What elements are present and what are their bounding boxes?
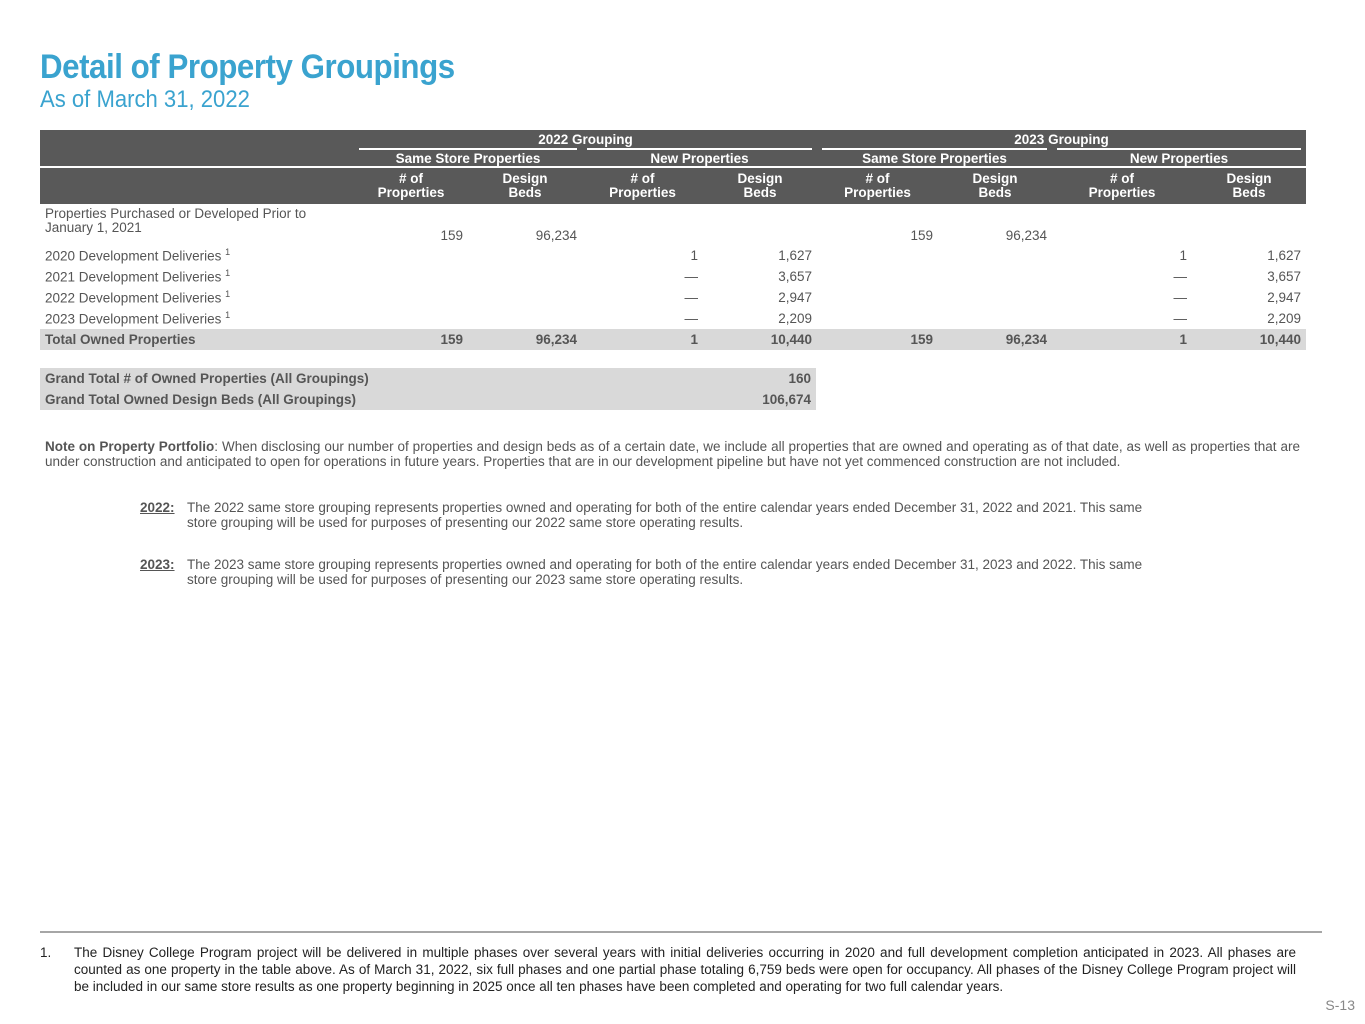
cell: — xyxy=(684,269,698,284)
page-subtitle: As of March 31, 2022 xyxy=(40,86,250,113)
cell: 159 xyxy=(440,228,463,243)
grand-total-value: 106,674 xyxy=(700,389,816,410)
cell: 1 xyxy=(1052,329,1192,350)
cell: 1 xyxy=(690,248,698,263)
page-title: Detail of Property Groupings xyxy=(40,48,455,86)
footnote xyxy=(40,944,1296,995)
cell: 159 xyxy=(354,329,468,350)
cell: 96,234 xyxy=(468,329,582,350)
cell: 96,234 xyxy=(1005,228,1048,243)
property-groupings-table xyxy=(40,130,1306,350)
portfolio-note xyxy=(45,439,1300,469)
row-label: 2022 Development Deliveries $^1$ xyxy=(45,289,231,306)
grand-total-row xyxy=(40,389,816,410)
grand-total-label: Grand Total # of Owned Properties (All Groupings) xyxy=(40,368,700,389)
cell: 1 xyxy=(1179,248,1188,263)
cell xyxy=(582,204,703,245)
column-header: Design Beds xyxy=(703,167,817,204)
cell xyxy=(817,245,938,266)
cell xyxy=(468,287,582,308)
cell: 96,234 xyxy=(938,329,1052,350)
cell: — xyxy=(684,311,698,326)
cell xyxy=(468,266,582,287)
row-label: Properties Purchased or Developed Prior to January 1, 2021 xyxy=(45,206,307,235)
cell: 3,657 xyxy=(1267,269,1302,284)
note-text: : When disclosing our number of properties and design beds as of a certain date, we include all properties that are owned and operating as of that date, as well as properties that are under construction and anticipated to open for operations in future years. Properties that are in our development pipeline but have not yet commenced construction are not included. xyxy=(45,439,1300,469)
cell: — xyxy=(684,290,698,305)
cell xyxy=(938,287,1052,308)
cell xyxy=(817,308,938,329)
definition-year: 2022: xyxy=(140,500,175,515)
cell: 96,234 xyxy=(535,228,577,243)
group-header-2023: 2023 Grouping xyxy=(817,130,1306,148)
grand-total-value: 160 xyxy=(700,368,816,389)
cell: 2,209 xyxy=(778,311,813,326)
cell xyxy=(817,266,938,287)
definition-year: 2023: xyxy=(140,557,175,572)
footnote-number: 1. xyxy=(40,945,52,960)
cell xyxy=(468,308,582,329)
cell: — xyxy=(1173,269,1188,284)
cell: 1,627 xyxy=(778,248,813,263)
row-label: Total Owned Properties xyxy=(40,329,354,350)
grand-total-label: Grand Total Owned Design Beds (All Groupings) xyxy=(40,389,700,410)
header-row-groups xyxy=(40,130,1306,148)
row-label: 2020 Development Deliveries $^1$ xyxy=(45,247,231,264)
cell xyxy=(817,287,938,308)
grand-total-row xyxy=(40,368,816,389)
cell xyxy=(354,266,468,287)
cell xyxy=(354,245,468,266)
column-header: Design Beds xyxy=(1192,167,1306,204)
subgroup-header: Same Store Properties xyxy=(359,148,577,166)
column-header: Design Beds xyxy=(938,167,1052,204)
cell: 3,657 xyxy=(778,269,813,284)
cell: 1 xyxy=(582,329,703,350)
footnote-divider xyxy=(40,931,1322,933)
cell xyxy=(703,204,817,245)
cell: 10,440 xyxy=(1192,329,1306,350)
row-label: 2023 Development Deliveries $^1$ xyxy=(45,310,231,327)
subgroup-header: New Properties xyxy=(1057,148,1301,166)
cell: 2,947 xyxy=(778,290,813,305)
cell xyxy=(938,308,1052,329)
subgroup-header: New Properties xyxy=(587,148,812,166)
total-row xyxy=(40,329,1306,350)
cell: — xyxy=(1173,290,1188,305)
cell xyxy=(468,245,582,266)
cell xyxy=(1192,204,1306,245)
note-heading: Note on Property Portfolio xyxy=(45,439,215,454)
table-row xyxy=(40,245,1306,266)
column-header: # of Properties xyxy=(1052,167,1192,204)
table-row xyxy=(40,287,1306,308)
cell xyxy=(938,245,1052,266)
column-header: # of Properties xyxy=(354,167,468,204)
definition-text: The 2023 same store grouping represents properties owned and operating for both of the entire calendar years ended December 31, 2023 and 2022. This same store grouping will be used for purposes of presenting our 2023 same store operating results. xyxy=(187,557,1143,587)
table-row xyxy=(40,204,1306,245)
table-row xyxy=(40,308,1306,329)
definition-2022 xyxy=(140,500,1170,530)
definition-2023 xyxy=(140,557,1170,587)
cell xyxy=(938,266,1052,287)
row-label: 2021 Development Deliveries $^1$ xyxy=(45,268,231,285)
grand-total-table xyxy=(40,368,816,410)
table-row xyxy=(40,266,1306,287)
cell: 2,209 xyxy=(1267,311,1302,326)
column-header: # of Properties xyxy=(582,167,703,204)
page-number: S-13 xyxy=(1325,997,1355,1013)
cell: 1,627 xyxy=(1267,248,1302,263)
cell: — xyxy=(1173,311,1188,326)
cell: 159 xyxy=(910,228,934,243)
header-row-subgroups xyxy=(40,148,1306,167)
column-header: Design Beds xyxy=(468,167,582,204)
cell: 2,947 xyxy=(1267,290,1302,305)
column-header: # of Properties xyxy=(817,167,938,204)
cell: 159 xyxy=(817,329,938,350)
cell xyxy=(1052,204,1192,245)
group-header-2022: 2022 Grouping xyxy=(354,130,817,148)
cell xyxy=(354,308,468,329)
definition-text: The 2022 same store grouping represents properties owned and operating for both of the entire calendar years ended December 31, 2022 and 2021. This same store grouping will be used for purposes of presenting our 2022 same store operating results. xyxy=(187,500,1143,530)
cell xyxy=(354,287,468,308)
subgroup-header: Same Store Properties xyxy=(822,148,1047,166)
cell: 10,440 xyxy=(703,329,817,350)
header-row-columns xyxy=(40,167,1306,204)
footnote-text: The Disney College Program project will be delivered in multiple phases over several years with initial deliveries occurring in 2020 and full development completion anticipated in 2023. All phases are counted as one property in the table above. As of March 31, 2022, six full phases and one partial phase totaling 6,759 beds were open for occupancy. All phases of the Disney College Program project will be included in our same store results as one property beginning in 2025 once all ten phases have been completed and operating for two full calendar years. xyxy=(74,945,1296,994)
